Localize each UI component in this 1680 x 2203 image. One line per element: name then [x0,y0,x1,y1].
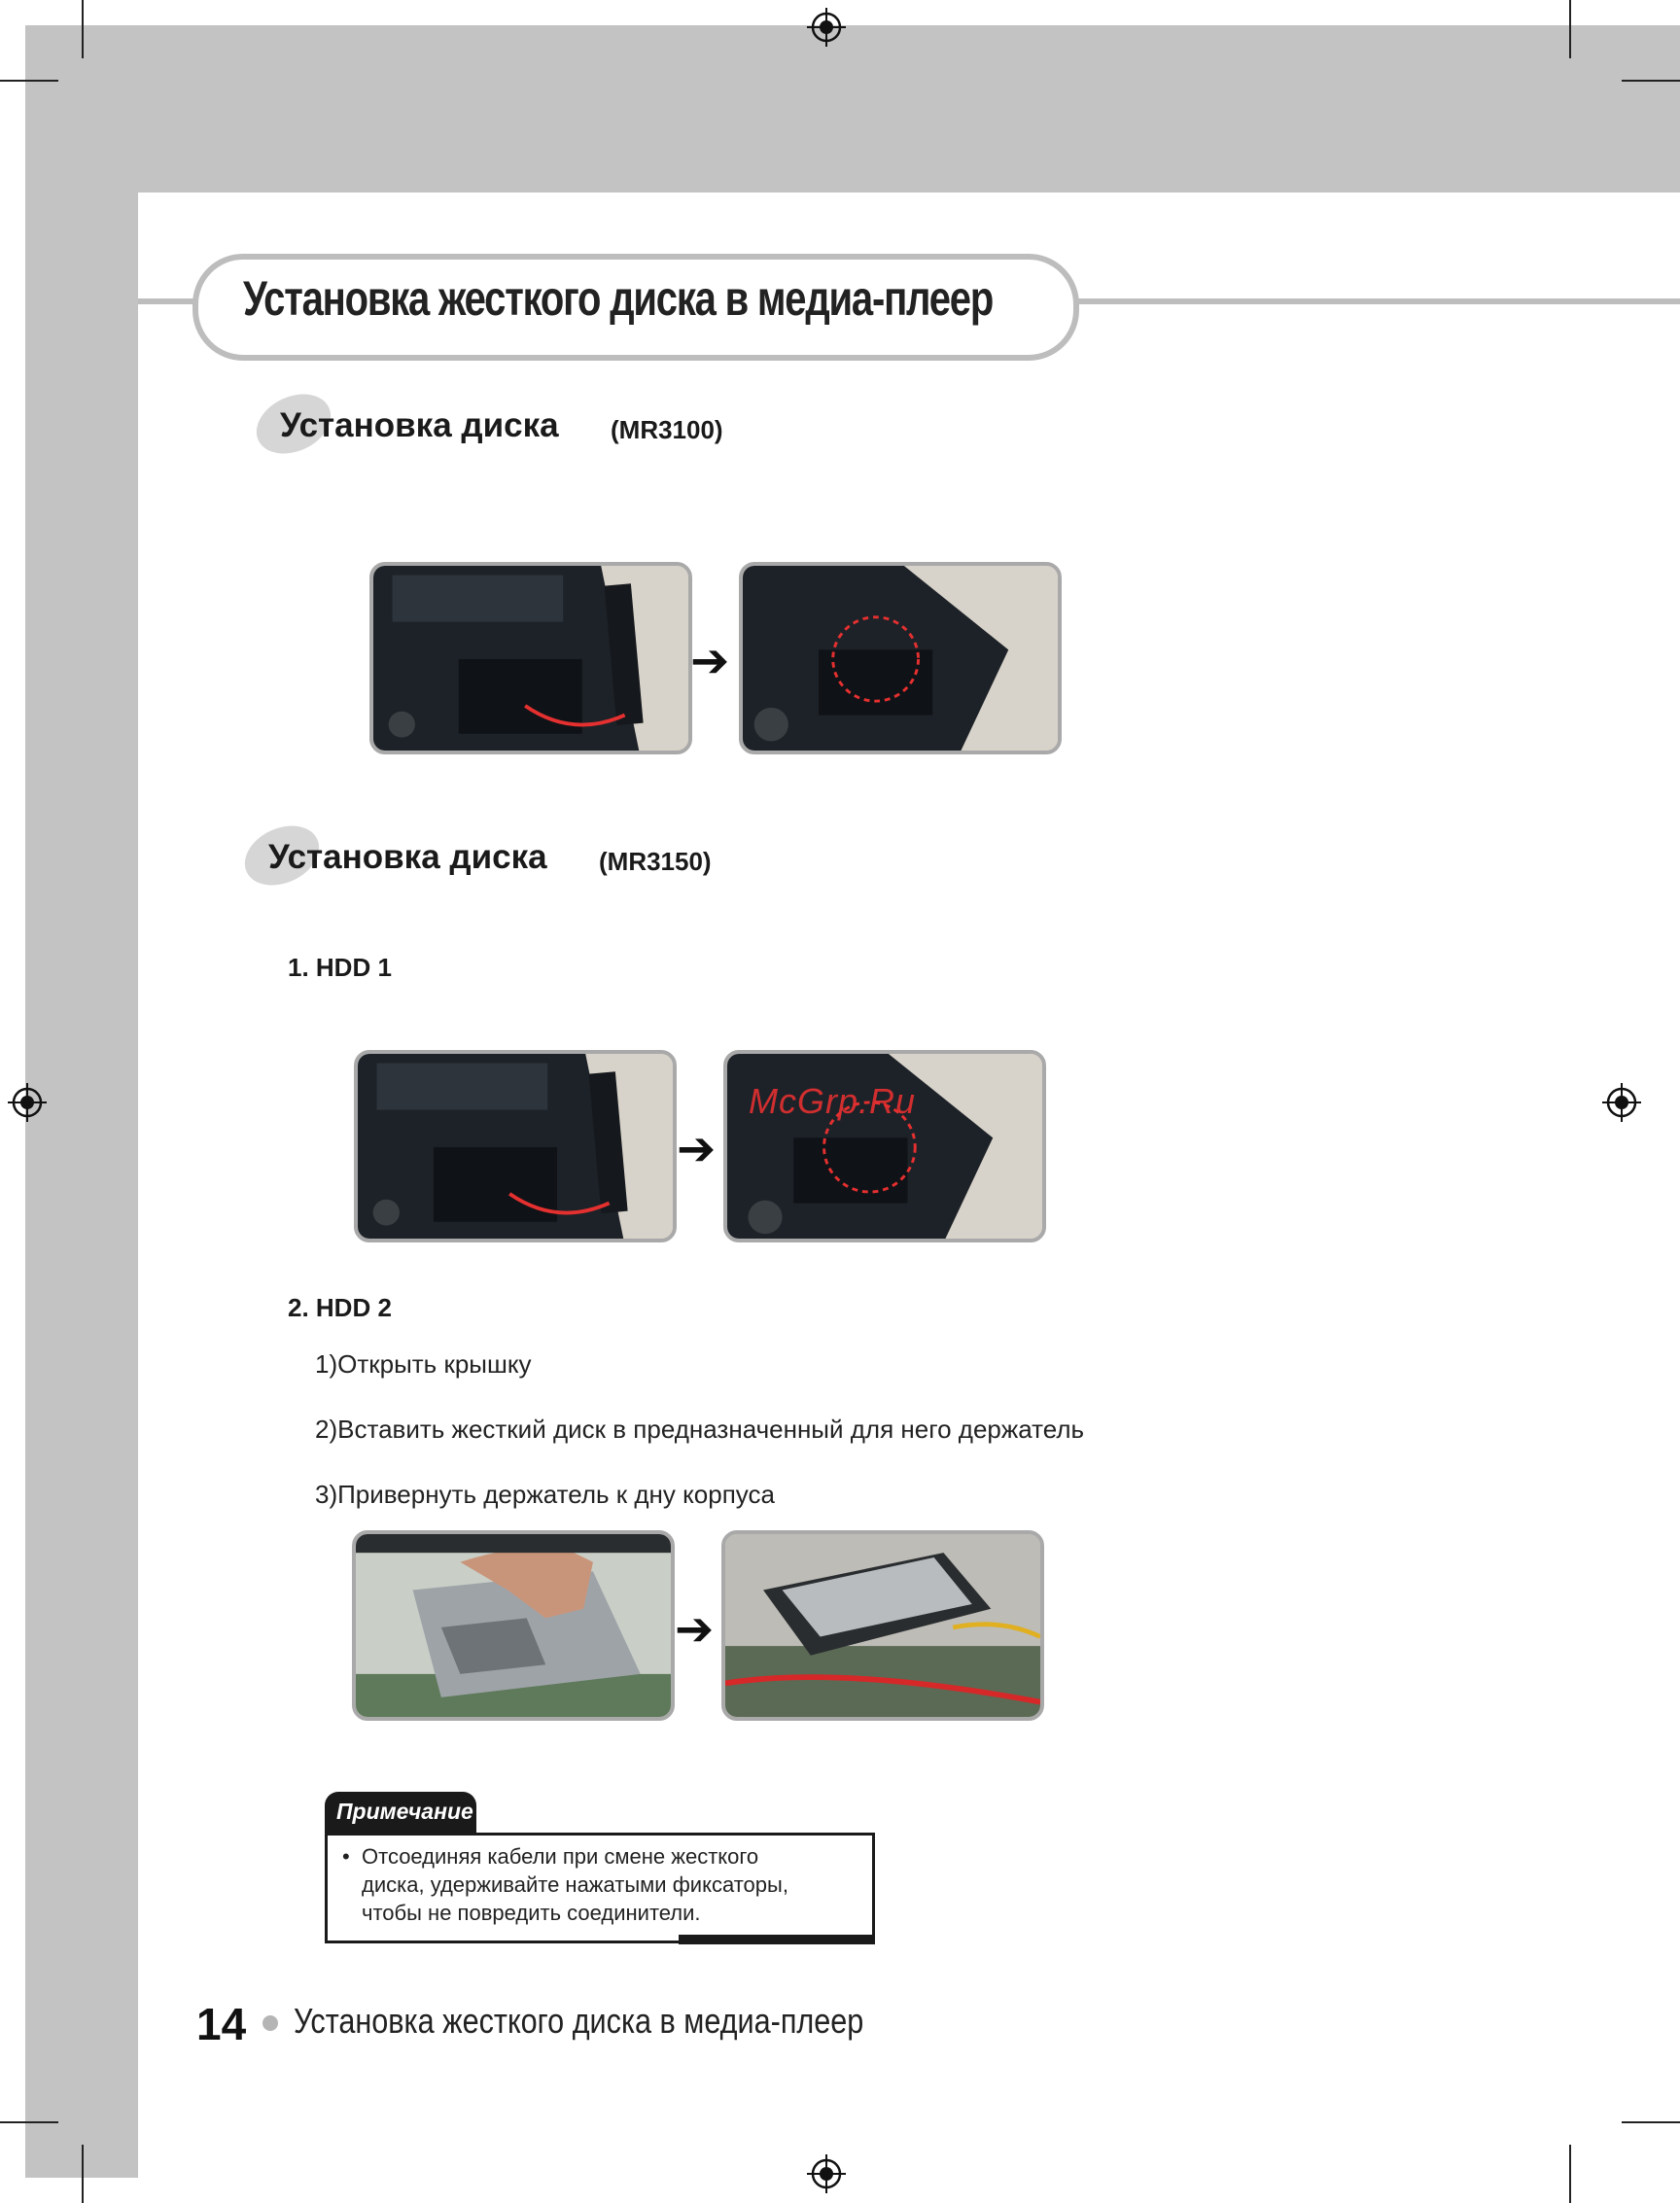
footer-dot [262,2015,278,2031]
section-title: Установка диска [280,406,559,444]
crop-mark [1622,2121,1680,2123]
crop-mark [1622,80,1680,82]
page-title: Установка жесткого диска в медиа-плеер [243,271,994,326]
watermark: McGrp.Ru [749,1081,917,1121]
instruction-step: 2)Вставить жесткий диск в предназначенный для него держатель [315,1415,1085,1444]
crop-mark [82,2145,84,2203]
page-frame-top [25,25,1680,192]
note-text-line: чтобы не повредить соединители. [362,1901,701,1925]
arrow-right-icon: ➔ [677,1124,717,1175]
hdd1-label: 1. HDD 1 [288,953,392,982]
instruction-step: 3)Привернуть держатель к дну корпуса [315,1480,775,1509]
hdd2-label: 2. HDD 2 [288,1293,392,1322]
section-model: (MR3150) [599,847,712,876]
crop-mark [1569,2145,1571,2203]
arrow-right-icon: ➔ [690,636,730,687]
note-bullet: • [342,1844,350,1869]
hdd1-tray-open-photo [354,1050,677,1242]
registration-mark-icon [807,2154,846,2193]
crop-mark [82,0,84,58]
hdd2-holder-insert-photo [352,1530,675,1721]
registration-mark-icon [8,1083,47,1122]
arrow-right-icon: ➔ [675,1604,715,1656]
registration-mark-icon [807,8,846,47]
hdd2-installed-photo [721,1530,1044,1721]
hdd-tray-open-photo [369,562,692,754]
hdd1-tray-locked-photo [723,1050,1046,1242]
instruction-step: 1)Открыть крышку [315,1349,532,1379]
note-title: Примечание [336,1799,473,1824]
footer-title: Установка жесткого диска в медиа-плеер [294,2001,864,2041]
note-text-line: диска, удерживайте нажатыми фиксаторы, [362,1872,788,1897]
crop-mark [0,2121,58,2123]
crop-mark [0,80,58,82]
section-model: (MR3100) [611,415,723,444]
note-text-line: Отсоединяя кабели при смене жесткого [362,1844,759,1869]
section-title: Установка диска [268,838,547,876]
registration-mark-icon [1602,1083,1641,1122]
note-bar [679,1935,875,1944]
crop-mark [1569,0,1571,58]
hdd-tray-locked-photo [739,562,1062,754]
page-number: 14 [196,1999,247,2049]
